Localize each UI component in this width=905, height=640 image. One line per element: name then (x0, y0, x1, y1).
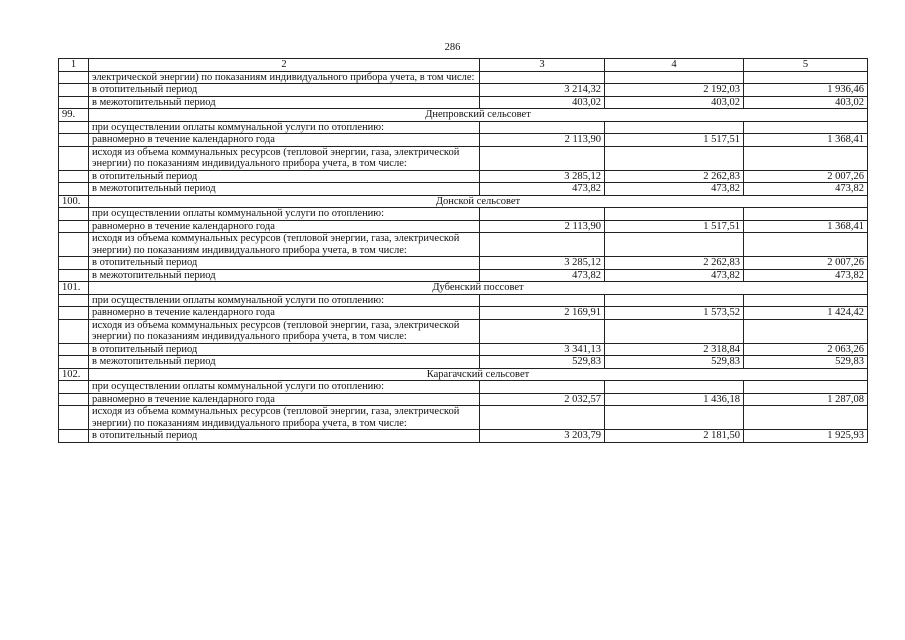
description-cell: исходя из объема коммунальных ресурсов (тепловой энергии, газа, электрической энергии) по показаниям индивидуального прибора учета, в том числе: (89, 406, 480, 430)
table-row (59, 393, 868, 406)
value-col4-cell (605, 381, 744, 394)
value-col5-cell (744, 381, 868, 394)
row-number-cell (59, 220, 89, 233)
page-number: 286 (444, 42, 461, 53)
value-col4-cell (605, 294, 744, 307)
table-row (59, 121, 868, 134)
description-cell: исходя из объема коммунальных ресурсов (тепловой энергии, газа, электрической энергии) по показаниям индивидуального прибора учета, в том числе: (89, 319, 480, 343)
table-row (59, 381, 868, 394)
row-number-cell (59, 356, 89, 369)
value-col5-cell (744, 71, 868, 84)
value-col5-cell: 1 287,08 (744, 393, 868, 406)
value-col4-cell (605, 146, 744, 170)
value-col5-cell: 1 936,46 (744, 84, 868, 97)
value-col3-cell: 2 032,57 (480, 393, 605, 406)
table-row (59, 233, 868, 257)
value-col3-cell (480, 121, 605, 134)
row-number-cell (59, 257, 89, 270)
table-row (59, 170, 868, 183)
value-col5-cell (744, 146, 868, 170)
value-col5-cell: 2 007,26 (744, 257, 868, 270)
value-col4-cell (605, 121, 744, 134)
description-cell: при осуществлении оплаты коммунальной услуги по отоплению: (89, 381, 480, 394)
row-number-cell (59, 71, 89, 84)
value-col4-cell: 1 517,51 (605, 220, 744, 233)
value-col3-cell: 3 214,32 (480, 84, 605, 97)
header-cell-2: 2 (89, 59, 480, 72)
value-col3-cell: 3 341,13 (480, 343, 605, 356)
row-number-cell (59, 146, 89, 170)
section-title: Донской сельсовет (89, 195, 868, 208)
row-number-cell (59, 269, 89, 282)
value-col4-cell: 473,82 (605, 269, 744, 282)
row-number-cell (59, 393, 89, 406)
value-col3-cell: 2 169,91 (480, 307, 605, 320)
section-row (59, 282, 868, 295)
table-row (59, 183, 868, 196)
row-number-cell (59, 170, 89, 183)
section-number: 101. (59, 282, 89, 295)
value-col4-cell: 1 573,52 (605, 307, 744, 320)
value-col3-cell: 2 113,90 (480, 134, 605, 147)
table-row (59, 430, 868, 443)
value-col3-cell (480, 294, 605, 307)
value-col5-cell (744, 294, 868, 307)
section-title: Дубенский поссовет (89, 282, 868, 295)
tariff-table (58, 58, 868, 443)
value-col3-cell: 3 285,12 (480, 170, 605, 183)
description-cell: в отопительный период (89, 84, 480, 97)
description-cell: при осуществлении оплаты коммунальной услуги по отоплению: (89, 121, 480, 134)
table-row (59, 257, 868, 270)
value-col4-cell: 529,83 (605, 356, 744, 369)
value-col3-cell: 2 113,90 (480, 220, 605, 233)
value-col3-cell: 3 285,12 (480, 257, 605, 270)
value-col5-cell (744, 406, 868, 430)
description-cell: в отопительный период (89, 343, 480, 356)
table-row (59, 319, 868, 343)
table-row (59, 269, 868, 282)
row-number-cell (59, 121, 89, 134)
value-col5-cell: 473,82 (744, 269, 868, 282)
value-col5-cell: 2 007,26 (744, 170, 868, 183)
value-col5-cell: 403,02 (744, 96, 868, 109)
row-number-cell (59, 208, 89, 221)
section-row (59, 195, 868, 208)
value-col5-cell: 1 424,42 (744, 307, 868, 320)
value-col5-cell (744, 208, 868, 221)
description-cell: равномерно в течение календарного года (89, 220, 480, 233)
value-col3-cell (480, 146, 605, 170)
description-cell: в отопительный период (89, 430, 480, 443)
section-number: 100. (59, 195, 89, 208)
value-col5-cell (744, 233, 868, 257)
value-col5-cell: 1 368,41 (744, 220, 868, 233)
value-col4-cell: 403,02 (605, 96, 744, 109)
description-cell: исходя из объема коммунальных ресурсов (тепловой энергии, газа, электрической энергии) по показаниям индивидуального прибора учета, в том числе: (89, 233, 480, 257)
value-col3-cell: 529,83 (480, 356, 605, 369)
value-col4-cell: 2 192,03 (605, 84, 744, 97)
value-col4-cell (605, 406, 744, 430)
row-number-cell (59, 430, 89, 443)
value-col5-cell (744, 319, 868, 343)
header-cell-5: 5 (744, 59, 868, 72)
section-number: 99. (59, 109, 89, 122)
value-col3-cell: 473,82 (480, 269, 605, 282)
header-cell-3: 3 (480, 59, 605, 72)
table-body (59, 59, 868, 443)
table-row (59, 96, 868, 109)
value-col5-cell: 1 368,41 (744, 134, 868, 147)
table-row (59, 220, 868, 233)
value-col4-cell: 2 318,84 (605, 343, 744, 356)
value-col5-cell: 1 925,93 (744, 430, 868, 443)
description-cell: равномерно в течение календарного года (89, 307, 480, 320)
table-row (59, 307, 868, 320)
value-col5-cell: 473,82 (744, 183, 868, 196)
section-row (59, 109, 868, 122)
section-number: 102. (59, 368, 89, 381)
value-col3-cell: 3 203,79 (480, 430, 605, 443)
section-title: Карагачский сельсовет (89, 368, 868, 381)
description-cell: равномерно в течение календарного года (89, 393, 480, 406)
row-number-cell (59, 381, 89, 394)
value-col4-cell: 2 262,83 (605, 257, 744, 270)
value-col4-cell: 1 517,51 (605, 134, 744, 147)
table-row (59, 134, 868, 147)
table-row (59, 71, 868, 84)
description-cell: в отопительный период (89, 257, 480, 270)
row-number-cell (59, 406, 89, 430)
header-cell-4: 4 (605, 59, 744, 72)
description-cell: в межотопительный период (89, 183, 480, 196)
table-row (59, 406, 868, 430)
row-number-cell (59, 84, 89, 97)
description-cell: в межотопительный период (89, 96, 480, 109)
row-number-cell (59, 96, 89, 109)
description-cell: исходя из объема коммунальных ресурсов (тепловой энергии, газа, электрической энергии) по показаниям индивидуального прибора учета, в том числе: (89, 146, 480, 170)
description-cell: при осуществлении оплаты коммунальной услуги по отоплению: (89, 294, 480, 307)
header-cell-1: 1 (59, 59, 89, 72)
section-row (59, 368, 868, 381)
value-col4-cell (605, 71, 744, 84)
row-number-cell (59, 343, 89, 356)
value-col4-cell: 2 181,50 (605, 430, 744, 443)
table-header-row (59, 59, 868, 72)
value-col3-cell (480, 319, 605, 343)
value-col5-cell: 2 063,26 (744, 343, 868, 356)
table-row (59, 356, 868, 369)
row-number-cell (59, 319, 89, 343)
table-row (59, 146, 868, 170)
row-number-cell (59, 183, 89, 196)
row-number-cell (59, 233, 89, 257)
value-col3-cell: 403,02 (480, 96, 605, 109)
value-col3-cell (480, 208, 605, 221)
description-cell: при осуществлении оплаты коммунальной услуги по отоплению: (89, 208, 480, 221)
value-col4-cell: 1 436,18 (605, 393, 744, 406)
row-number-cell (59, 134, 89, 147)
description-cell: в межотопительный период (89, 356, 480, 369)
value-col4-cell: 2 262,83 (605, 170, 744, 183)
value-col3-cell: 473,82 (480, 183, 605, 196)
description-cell: в межотопительный период (89, 269, 480, 282)
row-number-cell (59, 307, 89, 320)
value-col5-cell: 529,83 (744, 356, 868, 369)
table-row (59, 84, 868, 97)
value-col3-cell (480, 381, 605, 394)
value-col4-cell (605, 208, 744, 221)
description-cell: в отопительный период (89, 170, 480, 183)
description-cell: равномерно в течение календарного года (89, 134, 480, 147)
row-number-cell (59, 294, 89, 307)
value-col3-cell (480, 233, 605, 257)
table-row (59, 343, 868, 356)
description-cell: электрической энергии) по показаниям индивидуального прибора учета, в том числе: (89, 71, 480, 84)
table-row (59, 208, 868, 221)
value-col5-cell (744, 121, 868, 134)
section-title: Днепровский сельсовет (89, 109, 868, 122)
value-col3-cell (480, 71, 605, 84)
value-col4-cell (605, 233, 744, 257)
value-col4-cell: 473,82 (605, 183, 744, 196)
table-row (59, 294, 868, 307)
value-col3-cell (480, 406, 605, 430)
value-col4-cell (605, 319, 744, 343)
